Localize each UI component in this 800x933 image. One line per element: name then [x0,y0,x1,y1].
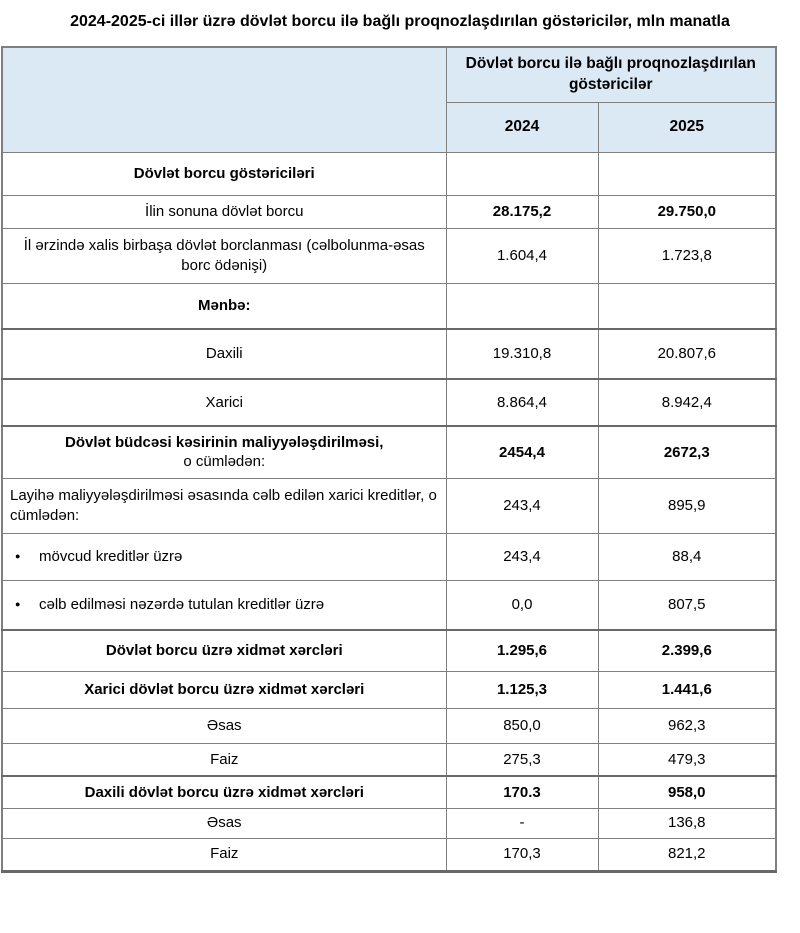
row-value-2024: 8.864,4 [446,379,598,426]
header-year-2025: 2025 [598,102,776,152]
row-label: Layihə maliyyələşdirilməsi əsasında cəlb edilən xarici kreditlər, o cümlədən: [2,478,446,533]
row-value-2025: 821,2 [598,838,776,871]
row-value-2025: 2672,3 [598,426,776,478]
row-label: Əsas [2,708,446,743]
row-value-2025: 2.399,6 [598,630,776,671]
row-label: Faiz [2,838,446,871]
row-value-2025: 136,8 [598,808,776,838]
table-row [2,152,776,195]
row-label-subline: o cümlədən: [183,453,266,471]
row-label: İl ərzində xalis birbaşa dövlət borclanması (cəlbolunma-əsas borc ödənişi) [2,228,446,283]
row-label: Faiz [2,743,446,776]
row-value-2025: 88,4 [598,533,776,580]
table-row [2,426,776,478]
row-value-2025: 958,0 [598,776,776,808]
table-row [2,329,776,379]
table-row [2,195,776,228]
row-value-2025: 20.807,6 [598,329,776,379]
page-title: 2024-2025-ci illər üzrə dövlət borcu ilə bağlı proqnozlaşdırılan göstəricilər, mln manatla [70,13,730,30]
row-value-2024: 243,4 [446,478,598,533]
row-label: İlin sonuna dövlət borcu [2,195,446,228]
bullet-icon: ● [15,550,21,561]
table-row [2,671,776,708]
table-row [2,708,776,743]
row-value-2024: 28.175,2 [446,195,598,228]
row-value-2024: 2454,4 [446,426,598,478]
row-value-2024: 243,4 [446,533,598,580]
row-value-2024: 170.3 [446,776,598,808]
row-label: Xarici [2,379,446,426]
row-value-2025: 1.441,6 [598,671,776,708]
bullet-icon: ● [15,599,21,609]
row-value-2025: 895,9 [598,478,776,533]
row-value-2025: 8.942,4 [598,379,776,426]
table-row [2,478,776,533]
row-label: ● cəlb edilməsi nəzərdə tutulan kreditlər üzrə [2,580,446,630]
table-row [2,533,776,580]
table-row [2,630,776,671]
row-label: Mənbə: [2,283,446,329]
row-label: ● mövcud kreditlər üzrə [2,533,446,580]
row-value-2025: 807,5 [598,580,776,630]
table-header [2,47,776,152]
table-row [2,379,776,426]
row-value-2025: 479,3 [598,743,776,776]
row-label: Daxili dövlət borcu üzrə xidmət xərcləri [2,776,446,808]
row-label: Daxili [2,329,446,379]
row-value-2025 [598,152,776,195]
row-label: Dövlət büdcəsi kəsirinin maliyyələşdirilməsi, o cümlədən: [2,426,446,478]
table-row [2,228,776,283]
table-row [2,808,776,838]
header-year-2024: 2024 [446,102,598,152]
table-row [2,580,776,630]
row-value-2025: 29.750,0 [598,195,776,228]
row-label: Xarici dövlət borcu üzrə xidmət xərcləri [2,671,446,708]
row-value-2025: 962,3 [598,708,776,743]
row-value-2024: 19.310,8 [446,329,598,379]
table-row [2,743,776,776]
header-corner-cell [2,47,446,152]
row-value-2024: 1.125,3 [446,671,598,708]
row-value-2024: 1.295,6 [446,630,598,671]
row-label: Əsas [2,808,446,838]
row-value-2025: 1.723,8 [598,228,776,283]
row-label: Dövlət borcu üzrə xidmət xərcləri [2,630,446,671]
header-row-group [2,47,776,102]
table-row [2,838,776,871]
header-group-title: Dövlət borcu ilə bağlı proqnozlaşdırılan göstəricilər [446,47,776,102]
row-value-2024: - [446,808,598,838]
row-value-2025 [598,283,776,329]
debt-forecast-table [1,46,777,873]
row-value-2024: 1.604,4 [446,228,598,283]
table-body [2,152,776,871]
row-value-2024 [446,152,598,195]
table-row [2,283,776,329]
row-value-2024: 275,3 [446,743,598,776]
row-value-2024: 850,0 [446,708,598,743]
row-value-2024: 170,3 [446,838,598,871]
row-label: Dövlət borcu göstəriciləri [2,152,446,195]
row-value-2024: 0,0 [446,580,598,630]
row-value-2024 [446,283,598,329]
table-row [2,776,776,808]
